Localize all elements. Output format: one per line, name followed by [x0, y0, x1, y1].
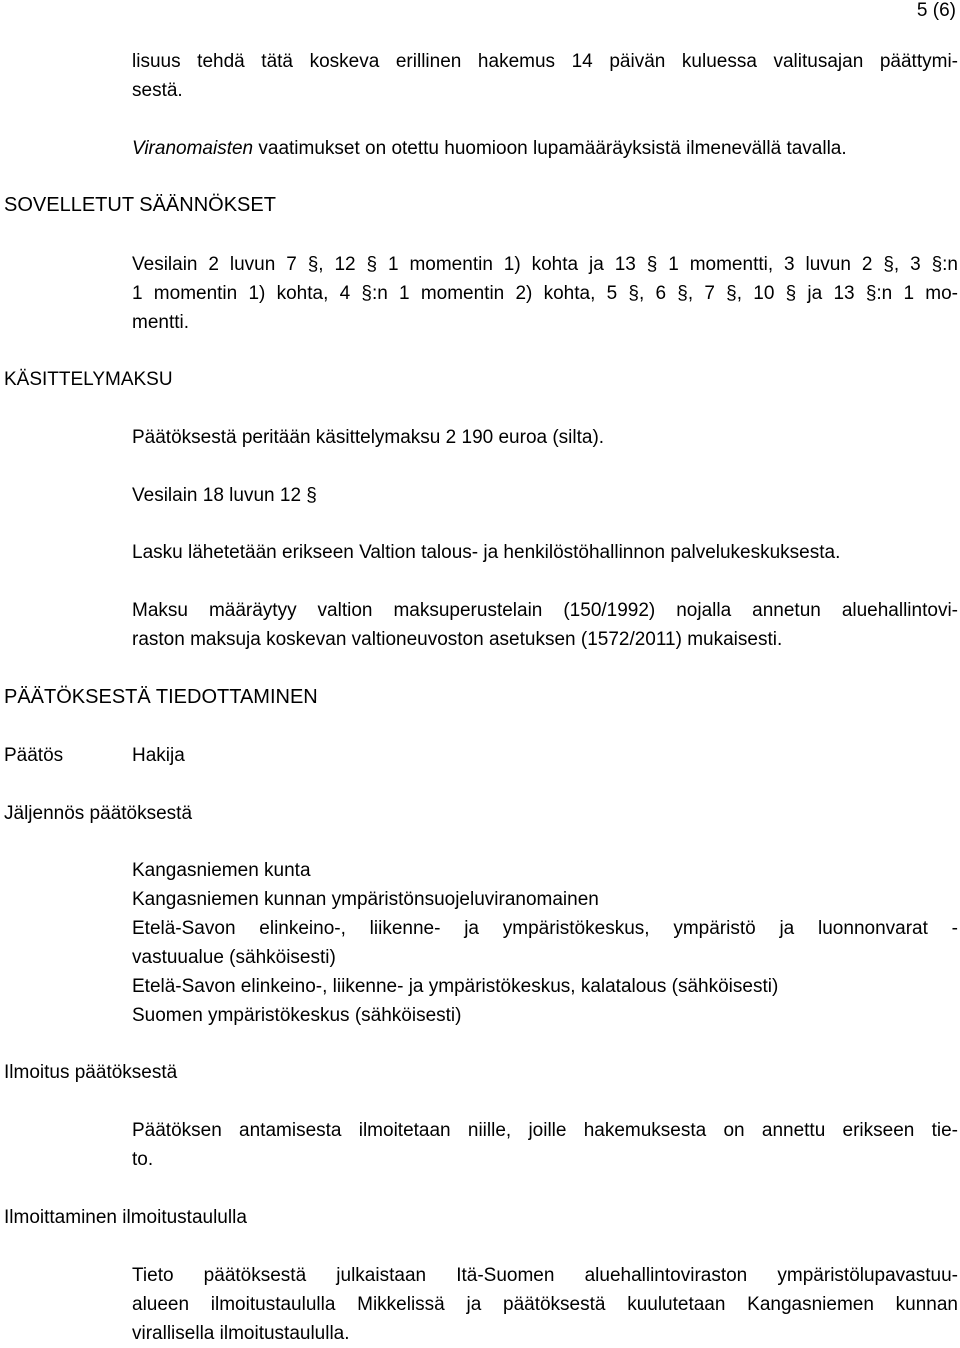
applied-rules-line-2: 1 momentin 1) kohta, 4 §:n 1 momentin 2) kohta, 5 §, 6 §, 7 §, 10 § ja 13 §:n 1 mo-	[132, 283, 958, 304]
notice-paragraph	[132, 1116, 958, 1174]
authorities-text: vaatimukset on otettu huomioon lupamääräyksistä ilmenevällä tavalla.	[253, 138, 847, 159]
authorities-paragraph	[132, 134, 958, 163]
fee-paragraph-1: Päätöksestä peritään käsittelymaksu 2 190 euroa (silta).	[132, 427, 605, 448]
copy-recipient: Kangasniemen kunnan ympäristönsuojeluviranomainen	[132, 889, 599, 910]
section-heading-notification: PÄÄTÖKSESTÄ TIEDOTTAMINEN	[4, 686, 318, 708]
board-line-3: virallisella ilmoitustaululla.	[132, 1323, 350, 1344]
board-paragraph	[132, 1261, 958, 1348]
fee-paragraph-4	[132, 596, 958, 654]
board-line-2: alueen ilmoitustaululla Mikkelissä ja päätöksestä kuulutetaan Kangasniemen kunnan	[132, 1294, 958, 1315]
applied-rules-line-1: Vesilain 2 luvun 7 §, 12 § 1 momentin 1) kohta ja 13 § 1 momentti, 3 luvun 2 §, 3 §:n	[132, 254, 958, 275]
section-heading-processing-fee: KÄSITTELYMAKSU	[4, 369, 173, 390]
board-label: Ilmoittaminen ilmoitustaululla	[4, 1207, 247, 1228]
copy-recipient: Etelä-Savon elinkeino-, liikenne- ja ympäristökeskus, ympäristö ja luonnonvarat -	[132, 918, 958, 939]
applied-rules-line-3: mentti.	[132, 312, 190, 333]
board-line-1: Tieto päätöksestä julkaistaan Itä-Suomen aluehallintoviraston ympäristölupavastuu-	[132, 1265, 958, 1286]
intro-paragraph	[132, 47, 958, 105]
copy-recipient: vastuualue (sähköisesti)	[132, 947, 336, 968]
authorities-italic: Viranomaisten	[132, 138, 254, 159]
fee-paragraph-3: Lasku lähetetään erikseen Valtion talous- ja henkilöstöhallinnon palvelukeskuksesta.	[132, 542, 841, 563]
copy-label: Jäljennös päätöksestä	[4, 803, 193, 824]
page-number: 5 (6)	[916, 0, 956, 21]
fee-paragraph-4-line-2: raston maksuja koskevan valtioneuvoston asetuksen (1572/2011) mukaisesti.	[132, 629, 783, 650]
intro-line-1: lisuus tehdä tätä koskeva erillinen hakemus 14 päivän kuluessa valitusajan päättymi-	[132, 51, 958, 72]
fee-paragraph-2: Vesilain 18 luvun 12 §	[132, 485, 317, 506]
decision-label: Päätös	[4, 745, 64, 766]
notice-label: Ilmoitus päätöksestä	[4, 1062, 178, 1083]
copy-recipient: Kangasniemen kunta	[132, 860, 311, 881]
section-heading-applied-rules: SOVELLETUT SÄÄNNÖKSET	[4, 194, 276, 216]
applied-rules-paragraph	[132, 250, 958, 337]
notice-line-1: Päätöksen antamisesta ilmoitetaan niille, joille hakemuksesta on annettu erikseen tie-	[132, 1120, 958, 1141]
copy-recipients-list	[132, 856, 958, 1030]
notice-line-2: to.	[132, 1149, 154, 1170]
copy-recipient: Suomen ympäristökeskus (sähköisesti)	[132, 1005, 462, 1026]
fee-paragraph-4-line-1: Maksu määräytyy valtion maksuperustelain (150/1992) nojalla annetun aluehallintovi-	[132, 600, 958, 621]
decision-value: Hakija	[132, 745, 185, 766]
copy-recipient: Etelä-Savon elinkeino-, liikenne- ja ympäristökeskus, kalatalous (sähköisesti)	[132, 976, 779, 997]
intro-line-2: sestä.	[132, 80, 183, 101]
